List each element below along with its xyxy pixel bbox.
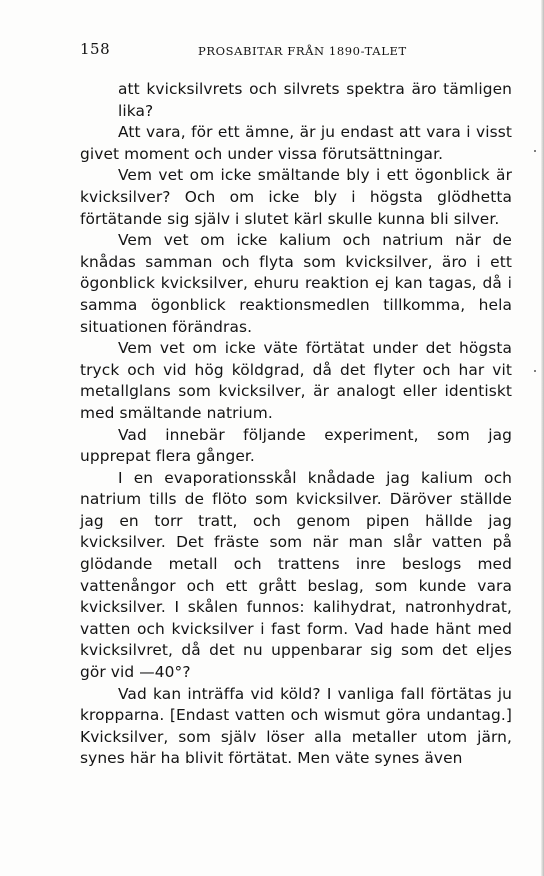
page-number: 158 <box>80 40 111 58</box>
paragraph: Vem vet om icke smältande bly i ett ögonblick är kvicksilver? Och om icke bly i högsta glödhetta förtätande sig själv i slutet kärl skulle kunna bli silver. <box>80 166 512 228</box>
paragraph: Vad kan inträffa vid köld? I vanliga fall förtätas ju kropparna. [Endast vatten och wismut göra undantag.] Kvicksilver, som själv löser alla metaller utom järn, synes här ha blivit förtätat. Men väte synes även <box>80 684 512 768</box>
running-head <box>80 40 512 64</box>
paragraph: Vem vet om icke väte förtätat under det högsta tryck och vid hög köldgrad, då det flyter och har vit metallglans som kvicksilver, är analogt eller identiskt med smältande natrium. <box>80 339 512 422</box>
paragraph: att kvicksilvrets och silvrets spektra äro tämligen lika? <box>118 80 512 120</box>
specks <box>534 370 536 372</box>
body-text <box>80 79 512 770</box>
paragraph: Vad innebär följande experiment, som jag upprepat flera gånger. <box>80 425 512 466</box>
paragraph: Vem vet om icke kalium och natrium när de knådas samman och flyta som kvicksilver, äro i ett ögonblick kvicksilver, ehuru reaktion ej kan tagas, då i samma ögonblick reaktionsmedlen tillkomma, hela situationen förändras. <box>80 231 512 336</box>
paragraph: Att vara, för ett ämne, är ju endast att vara i visst givet moment och under vissa förutsättningar. <box>80 123 512 163</box>
paragraph: I en evaporationsskål knådade jag kalium och natrium tills de flöto som kvicksilver. Däröver ställde jag en torr tratt, och genom pipen hällde jag kvicksilver. Det fräste som när man slår vatten på glödande metall och trattens inre beslogs med vattenångor och ett grått beslag, som kunde vara kvicksilver. I skålen funnos: kalihydrat, natronhydrat, vatten och kvicksilver i fast form. Vad hade hänt med kvicksilvret, då det nu uppenbarar sig som det eljes gör vid —40°? <box>80 468 512 682</box>
running-head-title: PROSABITAR FRÅN 1890-TALET <box>198 44 407 58</box>
specks <box>534 150 536 152</box>
